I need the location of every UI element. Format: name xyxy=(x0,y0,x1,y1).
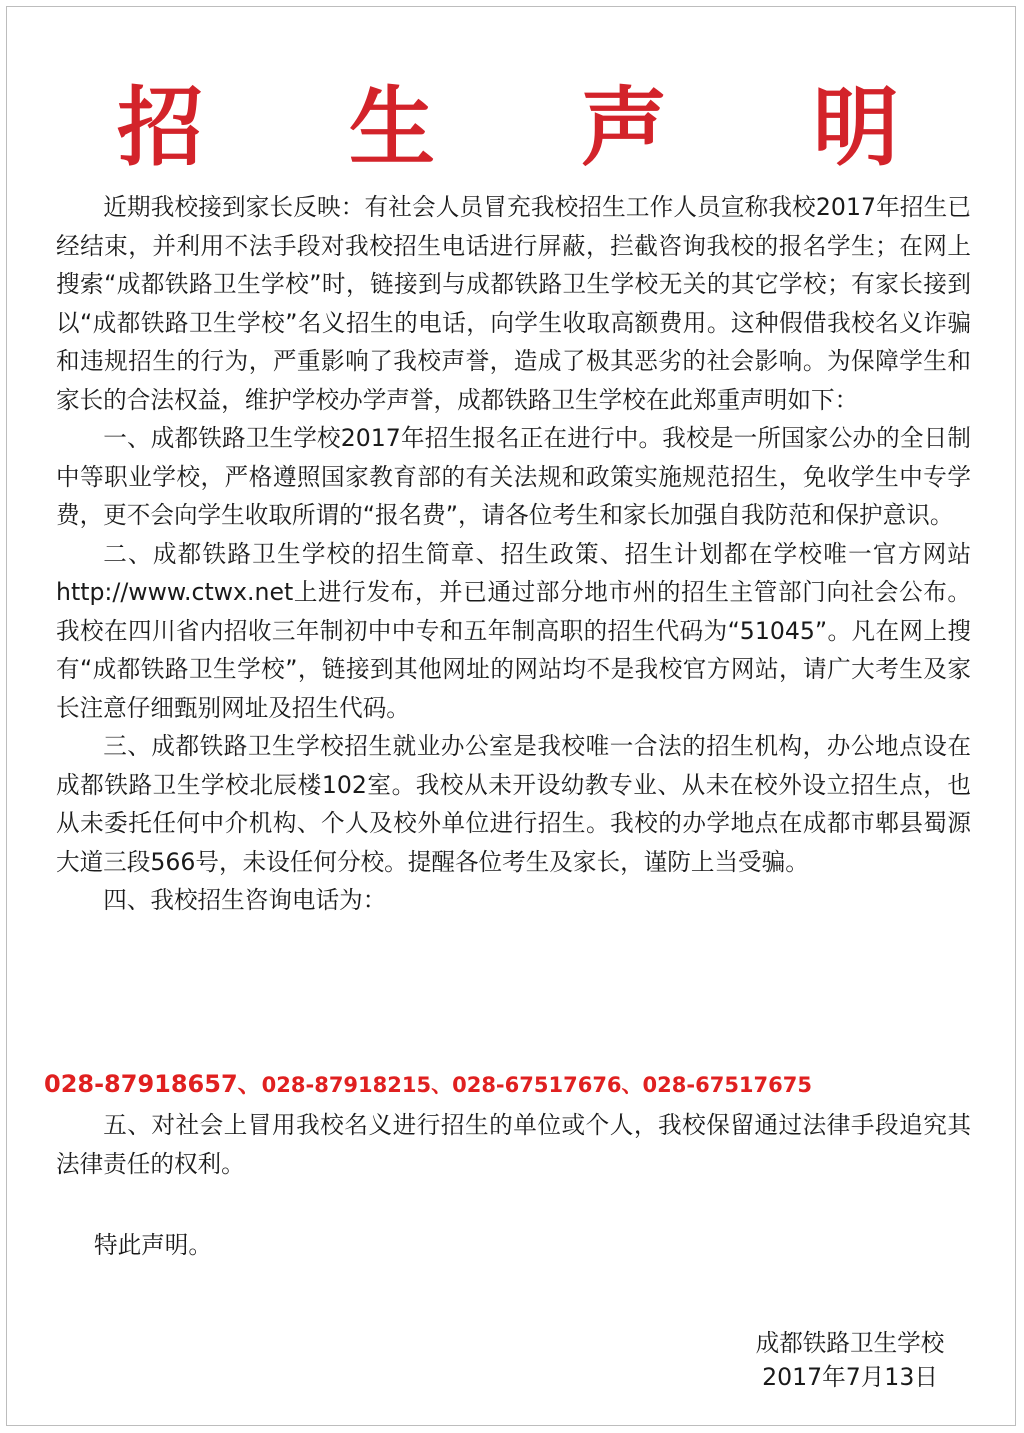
phone-rest: 028-87918215、028-67517676、028-67517675 xyxy=(261,1073,812,1097)
paragraph-2: 二、成都铁路卫生学校的招生简章、招生政策、招生计划都在学校唯一官方网站http://www.ctwx.net上进行发布，并已通过部分地市州的招生主管部门向社会公布。我校在四川省内招收三年制初中中专和五年制高职的招生代码为“51045”。凡在网上搜有“成都铁路卫生学校”，链接到其他网址的网站均不是我校官方网站，请广大考生及家长注意仔细甄别网址及招生代码。 xyxy=(56,539,971,722)
phone-numbers xyxy=(44,1066,974,1105)
notice-body-continued xyxy=(56,1106,971,1183)
signature-block xyxy=(740,1326,960,1394)
paragraph-1: 一、成都铁路卫生学校2017年招生报名正在进行中。我校是一所国家公办的全日制中等职业学校，严格遵照国家教育部的有关法规和政策实施规范招生，免收学生中专学费，更不会向学生收取所谓的“报名费”，请各位考生和家长加强自我防范和保护意识。 xyxy=(56,424,971,529)
phone-first: 028-87918657、 xyxy=(44,1070,262,1098)
paragraph-4: 四、我校招生咨询电话为： xyxy=(103,886,387,914)
notice-title: 招 生 声 明 xyxy=(117,78,957,178)
paragraph-5: 五、对社会上冒用我校名义进行招生的单位或个人，我校保留通过法律手段追究其法律责任的权利。 xyxy=(56,1111,971,1178)
paragraph-3: 三、成都铁路卫生学校招生就业办公室是我校唯一合法的招生机构，办公地点设在成都铁路卫生学校北辰楼102室。我校从未开设幼教专业、从未在校外设立招生点，也从未委托任何中介机构、个人及校外单位进行招生。我校的办学地点在成都市郫县蜀源大道三段566号，未设任何分校。提醒各位考生及家长，谨防上当受骗。 xyxy=(56,732,971,876)
signer-org: 成都铁路卫生学校 xyxy=(755,1329,945,1357)
closing-statement: 特此声明。 xyxy=(94,1231,212,1259)
signer-date: 2017年7月13日 xyxy=(762,1363,938,1391)
notice-body xyxy=(56,188,971,920)
paragraph-intro: 近期我校接到家长反映：有社会人员冒充我校招生工作人员宣称我校2017年招生已经结束，并利用不法手段对我校招生电话进行屏蔽，拦截咨询我校的报名学生；在网上搜索“成都铁路卫生学校”时，链接到与成都铁路卫生学校无关的其它学校；有家长接到以“成都铁路卫生学校”名义招生的电话，向学生收取高额费用。这种假借我校名义诈骗和违规招生的行为，严重影响了我校声誉，造成了极其恶劣的社会影响。为保障学生和家长的合法权益，维护学校办学声誉，成都铁路卫生学校在此郑重声明如下： xyxy=(56,193,971,414)
